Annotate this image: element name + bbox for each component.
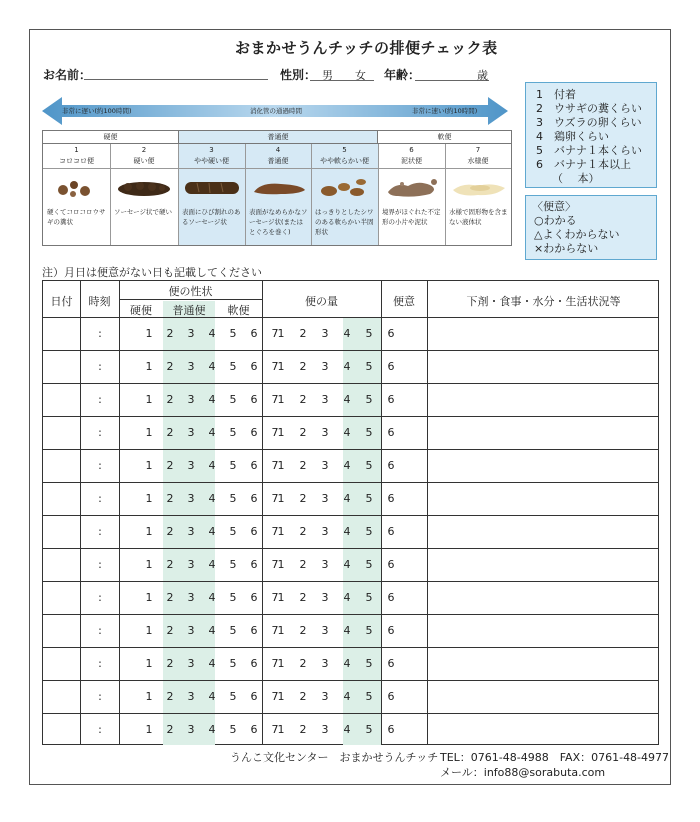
type-description: 硬くてコロコロウサギの糞状 (47, 208, 106, 226)
amount-option[interactable]: 1 (277, 426, 285, 439)
nature-option[interactable]: 6 (250, 360, 258, 373)
row-divider (43, 548, 658, 549)
transit-center: 消化管の通過時間 (250, 107, 302, 115)
nature-option[interactable]: 1 (145, 558, 153, 571)
nature-option[interactable]: 4 (208, 360, 216, 373)
nature-option[interactable]: 3 (187, 624, 195, 637)
nature-option[interactable]: 6 (250, 459, 258, 472)
amount-option[interactable]: 3 (321, 558, 329, 571)
sex-female[interactable]: 女 (355, 69, 366, 82)
type-name: 泥状便 (401, 157, 422, 165)
nature-option[interactable]: 5 (229, 723, 237, 736)
amount-option[interactable]: 4 (343, 393, 351, 406)
nature-option[interactable]: 5 (229, 393, 237, 406)
nature-option[interactable]: 2 (166, 459, 174, 472)
nature-option[interactable]: 2 (166, 525, 174, 538)
header-nature: 便の性状 (168, 285, 213, 298)
sex-underline (310, 80, 374, 81)
nature-option[interactable]: 4 (208, 393, 216, 406)
amount-legend-text: 付着 (554, 88, 576, 101)
nature-option[interactable]: 1 (145, 426, 153, 439)
bristol-type-7 (445, 131, 511, 247)
nature-option[interactable]: 5 (229, 525, 237, 538)
nature-option[interactable]: 5 (229, 459, 237, 472)
amount-option[interactable]: 6 (387, 360, 395, 373)
amount-option[interactable]: 1 (277, 360, 285, 373)
row-divider (43, 614, 658, 615)
urge-legend-item: ○わかる (534, 214, 577, 227)
stool-type-2-icon (116, 178, 172, 198)
amount-option[interactable]: 6 (387, 657, 395, 670)
time-separator: : (98, 723, 102, 736)
nature-option[interactable]: 7 (271, 459, 279, 472)
row-divider (43, 581, 658, 582)
nature-option[interactable]: 1 (145, 492, 153, 505)
age-label: 年齢： (384, 68, 421, 82)
amount-option[interactable]: 2 (299, 624, 307, 637)
amount-option[interactable]: 1 (277, 723, 285, 736)
amount-option[interactable]: 6 (387, 327, 395, 340)
amount-option[interactable]: 5 (365, 690, 373, 703)
nature-option[interactable]: 3 (187, 591, 195, 604)
nature-option[interactable]: 5 (229, 360, 237, 373)
nature-option[interactable]: 6 (250, 327, 258, 340)
time-separator: : (98, 624, 102, 637)
type-description: 境界がほぐれた不定形の小片や泥状 (382, 208, 441, 226)
nature-option[interactable]: 4 (208, 624, 216, 637)
amount-option[interactable]: 2 (299, 492, 307, 505)
nature-option[interactable]: 2 (166, 492, 174, 505)
nature-option[interactable]: 6 (250, 723, 258, 736)
amount-option[interactable]: 3 (321, 393, 329, 406)
amount-option[interactable]: 4 (343, 723, 351, 736)
nature-option[interactable]: 7 (271, 591, 279, 604)
sex-male[interactable]: 男 (322, 69, 333, 82)
nature-option[interactable]: 5 (229, 426, 237, 439)
amount-legend-num: 2 (536, 102, 543, 115)
nature-option[interactable]: 2 (166, 690, 174, 703)
nature-option[interactable]: 1 (145, 393, 153, 406)
name-field[interactable] (84, 79, 268, 80)
stool-type-7-icon (450, 176, 508, 200)
amount-option[interactable]: 4 (343, 624, 351, 637)
nature-option[interactable]: 4 (208, 459, 216, 472)
time-separator: : (98, 327, 102, 340)
row-divider (43, 383, 658, 384)
amount-legend-num: 1 (536, 88, 543, 101)
time-separator: : (98, 360, 102, 373)
amount-option[interactable]: 4 (343, 690, 351, 703)
stool-type-5-icon (317, 175, 373, 201)
nature-option[interactable]: 2 (166, 591, 174, 604)
row-divider (43, 350, 658, 351)
group-hard: 硬便 (43, 131, 178, 144)
footer-tel-fax: TEL：0761-48-4988 FAX：0761-48-4977 (440, 751, 670, 764)
nature-option[interactable]: 5 (229, 657, 237, 670)
amount-option[interactable]: 5 (365, 393, 373, 406)
type-description: 表面にひび割れのあるソーセージ状 (182, 208, 241, 226)
nature-option[interactable]: 1 (145, 459, 153, 472)
amount-option[interactable]: 3 (321, 360, 329, 373)
amount-option[interactable]: 1 (277, 525, 285, 538)
type-number: 2 (141, 146, 147, 154)
time-separator: : (98, 459, 102, 472)
nature-option[interactable]: 2 (166, 426, 174, 439)
amount-option[interactable]: 5 (365, 327, 373, 340)
amount-option[interactable]: 2 (299, 723, 307, 736)
footer-email: メール：info88@sorabuta.com (440, 766, 606, 779)
nature-option[interactable]: 3 (187, 558, 195, 571)
amount-legend-num: 5 (536, 144, 543, 157)
type-name: 水様便 (467, 157, 489, 165)
amount-option[interactable]: 5 (365, 591, 373, 604)
amount-option[interactable]: 3 (321, 624, 329, 637)
amount-legend-text: 鶏卵くらい (554, 130, 609, 143)
time-separator: : (98, 690, 102, 703)
amount-option[interactable]: 6 (387, 393, 395, 406)
nature-option[interactable]: 7 (271, 690, 279, 703)
amount-legend-text: バナナ１本くらい (554, 144, 642, 157)
bristol-type-2 (110, 131, 178, 247)
nature-option[interactable]: 3 (187, 360, 195, 373)
amount-option[interactable]: 4 (343, 558, 351, 571)
nature-option[interactable]: 4 (208, 327, 216, 340)
row-divider (43, 482, 658, 483)
amount-option[interactable]: 2 (299, 426, 307, 439)
row-divider (43, 515, 658, 516)
row-divider (43, 713, 658, 714)
stool-type-1-icon (55, 176, 99, 198)
amount-option[interactable]: 5 (365, 624, 373, 637)
type-number: 3 (209, 146, 214, 154)
nature-option[interactable]: 1 (145, 591, 153, 604)
amount-option[interactable]: 5 (365, 360, 373, 373)
nature-option[interactable]: 3 (187, 327, 195, 340)
note-text: 注）月日は便意がない日も記載してください (42, 266, 262, 279)
nature-option[interactable]: 4 (208, 657, 216, 670)
type-number: 6 (409, 146, 414, 154)
amount-option[interactable]: 4 (343, 360, 351, 373)
transit-slow: 非常に遅い(約100時間) (62, 107, 132, 115)
type-name: やや軟らかい便 (320, 157, 369, 165)
amount-option[interactable]: 3 (321, 459, 329, 472)
type-number: 1 (74, 146, 79, 154)
nature-option[interactable]: 1 (145, 690, 153, 703)
nature-option[interactable]: 7 (271, 525, 279, 538)
amount-option[interactable]: 4 (343, 426, 351, 439)
amount-option[interactable]: 1 (277, 558, 285, 571)
amount-option[interactable]: 6 (387, 624, 395, 637)
row-divider (43, 680, 658, 681)
name-label: お名前： (43, 68, 92, 82)
time-separator: : (98, 558, 102, 571)
footer-org: うんこ文化センター おまかせうんチッチ (230, 751, 439, 764)
amount-option[interactable]: 6 (387, 492, 395, 505)
nature-option[interactable]: 3 (187, 492, 195, 505)
amount-option[interactable]: 4 (343, 657, 351, 670)
nature-option[interactable]: 3 (187, 393, 195, 406)
header-soft: 軟便 (227, 304, 250, 317)
nature-option[interactable]: 2 (166, 393, 174, 406)
nature-option[interactable]: 5 (229, 558, 237, 571)
amount-legend-box (525, 82, 657, 188)
nature-option[interactable]: 1 (145, 360, 153, 373)
amount-option[interactable]: 1 (277, 624, 285, 637)
amount-option[interactable]: 2 (299, 327, 307, 340)
amount-legend-text: ウサギの糞くらい (554, 102, 642, 115)
nature-option[interactable]: 3 (187, 426, 195, 439)
nature-option[interactable]: 7 (271, 492, 279, 505)
time-separator: : (98, 591, 102, 604)
nature-option[interactable]: 3 (187, 525, 195, 538)
nature-option[interactable]: 4 (208, 690, 216, 703)
type-number: 7 (475, 146, 481, 154)
amount-option[interactable]: 2 (299, 591, 307, 604)
type-description: ソーセージ状で硬い (114, 208, 172, 216)
nature-option[interactable]: 5 (229, 492, 237, 505)
amount-legend-text: ウズラの卵くらい (554, 116, 642, 129)
nature-option[interactable]: 5 (229, 591, 237, 604)
group-soft: 軟便 (378, 131, 511, 144)
age-unit: 歳 (477, 69, 488, 82)
nature-option[interactable]: 4 (208, 492, 216, 505)
nature-option[interactable]: 6 (250, 558, 258, 571)
amount-option[interactable]: 6 (387, 690, 395, 703)
amount-option[interactable]: 6 (387, 591, 395, 604)
amount-option[interactable]: 5 (365, 459, 373, 472)
urge-legend-title: 〈便意〉 (532, 200, 576, 213)
group-normal: 普通便 (178, 131, 378, 144)
type-description: 表面がなめらかなソーセージ状(またはとぐろを巻く) (249, 208, 308, 236)
stool-type-4-icon (251, 178, 307, 198)
nature-option[interactable]: 4 (208, 558, 216, 571)
amount-option[interactable]: 1 (277, 591, 285, 604)
amount-option[interactable]: 5 (365, 492, 373, 505)
amount-legend-num: 3 (536, 116, 543, 129)
amount-option[interactable]: 5 (365, 723, 373, 736)
header-hard: 硬便 (130, 304, 152, 317)
stool-type-6-icon (384, 176, 440, 200)
nature-option[interactable]: 4 (208, 723, 216, 736)
type-name: やや硬い便 (194, 157, 229, 165)
amount-option[interactable]: 2 (299, 459, 307, 472)
time-separator: : (98, 492, 102, 505)
nature-option[interactable]: 2 (166, 558, 174, 571)
nature-option[interactable]: 6 (250, 525, 258, 538)
nature-option[interactable]: 3 (187, 690, 195, 703)
type-name: 普通便 (267, 157, 289, 165)
nature-option[interactable]: 3 (187, 657, 195, 670)
header-subdivider (119, 299, 262, 300)
amount-option[interactable]: 1 (277, 657, 285, 670)
nature-option[interactable]: 2 (166, 624, 174, 637)
page-title: おまかせうんチッチの排便チェック表 (235, 39, 498, 57)
nature-option[interactable]: 6 (250, 492, 258, 505)
nature-option[interactable]: 2 (166, 360, 174, 373)
nature-option[interactable]: 5 (229, 690, 237, 703)
nature-option[interactable]: 6 (250, 624, 258, 637)
amount-option[interactable]: 2 (299, 525, 307, 538)
nature-option[interactable]: 6 (250, 591, 258, 604)
type-description: 水様で固形物を含まない液体状 (449, 208, 508, 226)
amount-option[interactable]: 3 (321, 690, 329, 703)
type-description: はっきりとしたシワのある軟らかい半固形状 (315, 208, 374, 236)
amount-option[interactable]: 4 (343, 525, 351, 538)
nature-option[interactable]: 4 (208, 525, 216, 538)
nature-option[interactable]: 6 (250, 426, 258, 439)
amount-legend-num: 4 (536, 130, 543, 143)
amount-option[interactable]: 3 (321, 657, 329, 670)
nature-option[interactable]: 7 (271, 558, 279, 571)
bristol-type-4 (245, 131, 311, 247)
amount-option[interactable]: 6 (387, 558, 395, 571)
amount-option[interactable]: 2 (299, 360, 307, 373)
nature-option[interactable]: 2 (166, 657, 174, 670)
amount-option[interactable]: 3 (321, 327, 329, 340)
amount-option[interactable]: 6 (387, 723, 395, 736)
amount-option[interactable]: 5 (365, 525, 373, 538)
nature-option[interactable]: 1 (145, 723, 153, 736)
nature-option[interactable]: 1 (145, 525, 153, 538)
amount-option[interactable]: 3 (321, 426, 329, 439)
nature-option[interactable]: 3 (187, 723, 195, 736)
amount-option[interactable]: 4 (343, 459, 351, 472)
nature-option[interactable]: 7 (271, 360, 279, 373)
amount-option[interactable]: 6 (387, 459, 395, 472)
amount-option[interactable]: 6 (387, 426, 395, 439)
amount-legend-count: （ 本） (552, 172, 600, 185)
nature-option[interactable]: 4 (208, 591, 216, 604)
amount-option[interactable]: 1 (277, 459, 285, 472)
nature-option[interactable]: 7 (271, 657, 279, 670)
amount-option[interactable]: 4 (343, 591, 351, 604)
amount-option[interactable]: 1 (277, 690, 285, 703)
nature-option[interactable]: 5 (229, 327, 237, 340)
row-divider (43, 449, 658, 450)
stool-type-3-icon (183, 178, 241, 198)
amount-option[interactable]: 1 (277, 393, 285, 406)
header-time: 時刻 (88, 295, 111, 308)
time-separator: : (98, 525, 102, 538)
amount-option[interactable]: 3 (321, 591, 329, 604)
nature-option[interactable]: 7 (271, 426, 279, 439)
time-separator: : (98, 657, 102, 670)
bristol-stool-chart (42, 130, 512, 246)
urge-legend-box (525, 195, 657, 260)
type-number: 5 (342, 146, 347, 154)
nature-option[interactable]: 7 (271, 393, 279, 406)
header-amount: 便の量 (305, 295, 338, 308)
amount-option[interactable]: 2 (299, 558, 307, 571)
nature-option[interactable]: 7 (271, 624, 279, 637)
amount-option[interactable]: 3 (321, 525, 329, 538)
amount-option[interactable]: 1 (277, 492, 285, 505)
amount-option[interactable]: 1 (277, 327, 285, 340)
nature-option[interactable]: 1 (145, 657, 153, 670)
amount-option[interactable]: 5 (365, 558, 373, 571)
header-urge: 便意 (393, 295, 415, 308)
sex-label: 性別： (280, 68, 317, 82)
nature-option[interactable]: 6 (250, 393, 258, 406)
amount-option[interactable]: 4 (343, 327, 351, 340)
nature-option[interactable]: 4 (208, 426, 216, 439)
nature-option[interactable]: 1 (145, 327, 153, 340)
nature-option[interactable]: 6 (250, 690, 258, 703)
transit-fast: 非常に速い(約10時間) (412, 107, 478, 115)
amount-legend-num: 6 (536, 158, 543, 171)
nature-option[interactable]: 2 (166, 723, 174, 736)
stool-record-table (42, 280, 659, 745)
amount-option[interactable]: 2 (299, 690, 307, 703)
bristol-type-1 (43, 131, 110, 247)
type-name: 硬い便 (133, 157, 155, 165)
row-divider (43, 416, 658, 417)
nature-option[interactable]: 3 (187, 459, 195, 472)
nature-option[interactable]: 2 (166, 327, 174, 340)
amount-option[interactable]: 6 (387, 525, 395, 538)
bristol-type-3 (178, 131, 245, 247)
amount-option[interactable]: 3 (321, 492, 329, 505)
urge-legend-item: ×わからない (534, 242, 599, 255)
type-name: コロコロ便 (59, 157, 94, 165)
header-date: 日付 (50, 295, 73, 308)
amount-option[interactable]: 4 (343, 492, 351, 505)
nature-option[interactable]: 6 (250, 657, 258, 670)
header-notes: 下剤・食事・水分・生活状況等 (466, 295, 621, 308)
amount-option[interactable]: 5 (365, 657, 373, 670)
nature-option[interactable]: 7 (271, 327, 279, 340)
time-separator: : (98, 393, 102, 406)
amount-option[interactable]: 2 (299, 657, 307, 670)
bristol-type-6 (378, 131, 445, 247)
type-number: 4 (275, 146, 281, 154)
bristol-type-5 (311, 131, 378, 247)
urge-legend-item: △よくわからない (534, 228, 620, 241)
amount-option[interactable]: 3 (321, 723, 329, 736)
row-divider (43, 647, 658, 648)
amount-option[interactable]: 5 (365, 426, 373, 439)
nature-option[interactable]: 1 (145, 624, 153, 637)
amount-legend-text: バナナ１本以上 (554, 158, 631, 171)
time-separator: : (98, 426, 102, 439)
amount-option[interactable]: 2 (299, 393, 307, 406)
nature-option[interactable]: 5 (229, 624, 237, 637)
nature-option[interactable]: 7 (271, 723, 279, 736)
header-normal: 普通便 (172, 304, 206, 317)
